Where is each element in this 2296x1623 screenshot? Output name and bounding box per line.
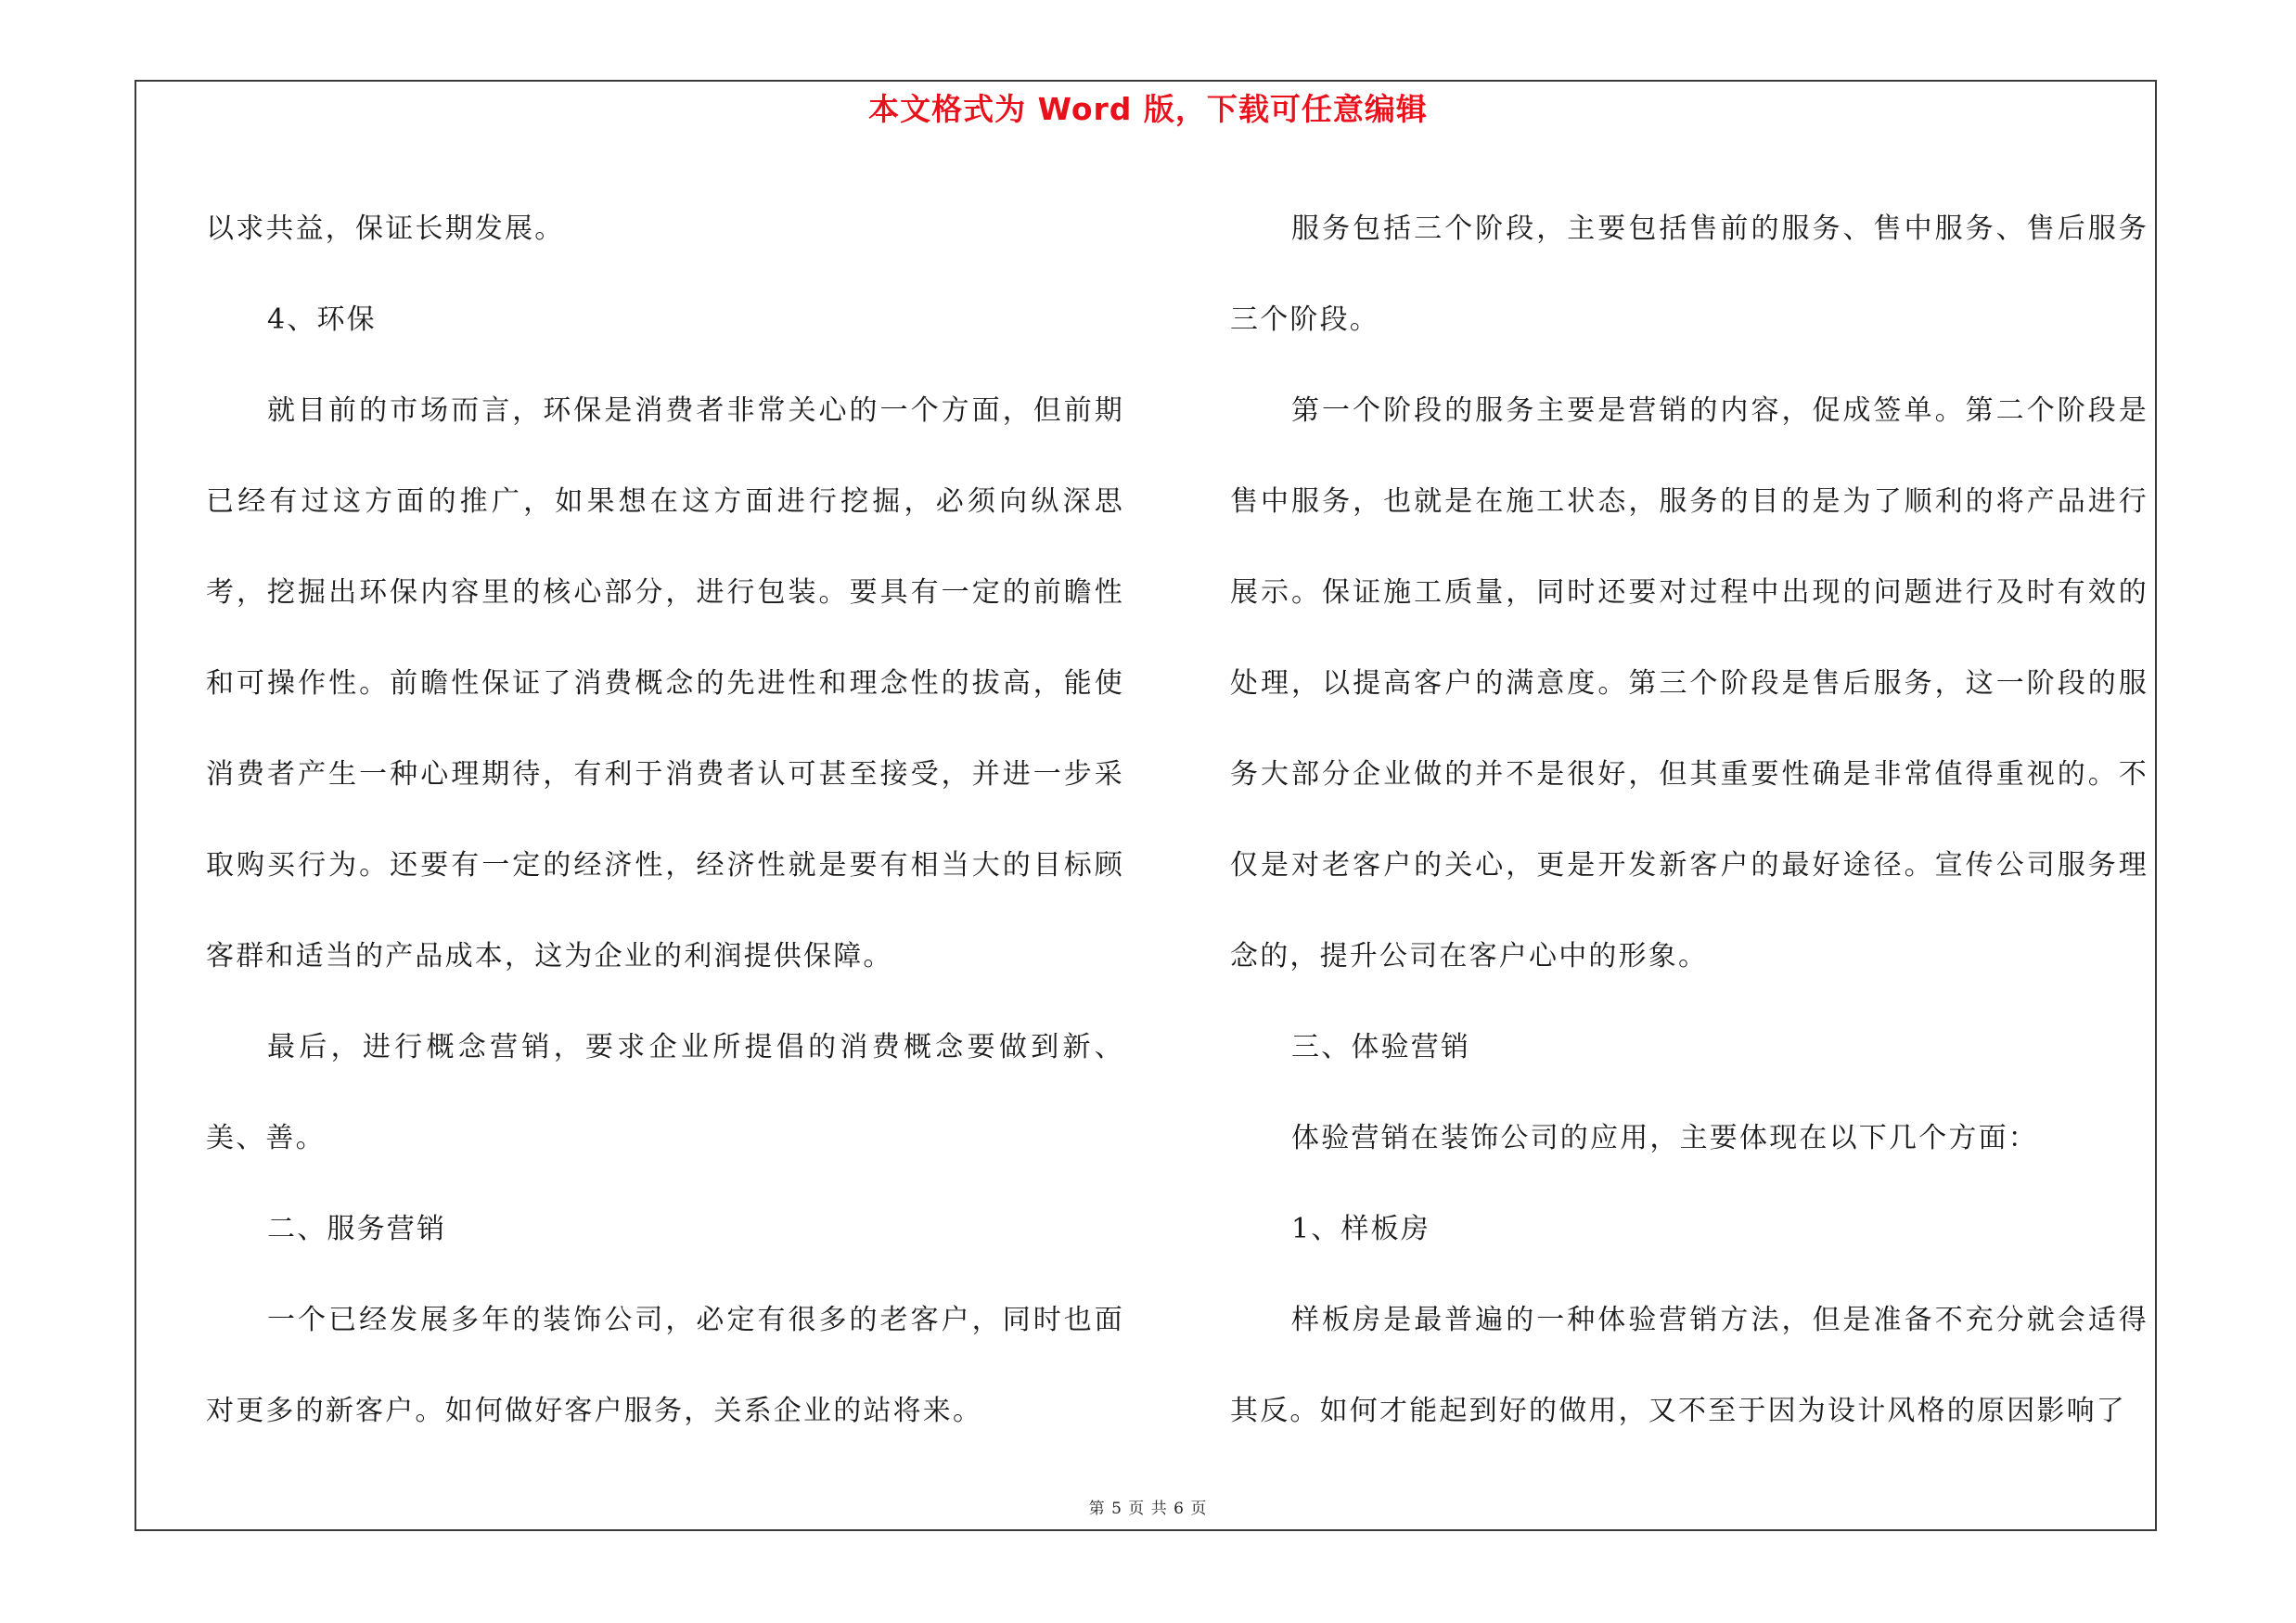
left-column [206,184,1124,1457]
right-paragraph-model-room: 样板房是最普遍的一种体验营销方法，但是准备不充分就会适得其反。如何才能起到好的做用，又不至于因为设计风格的原因影响了 [1230,1304,2148,1427]
page-number-footer: 第 5 页 共 6 页 [1088,1500,1208,1518]
right-heading-experience-marketing: 三、体验营销 [1291,1031,1471,1063]
left-heading-service-marketing: 二、服务营销 [267,1213,447,1245]
left-heading-environment: 4、环保 [267,303,377,336]
right-paragraph-service-stages: 服务包括三个阶段，主要包括售前的服务、售中服务、售后服务三个阶段。 [1230,213,2148,336]
left-paragraph-customers: 一个已经发展多年的装饰公司，必定有很多的老客户，同时也面对更多的新客户。如何做好客户服务，关系企业的站将来。 [206,1304,1124,1427]
left-paragraph-environment: 就目前的市场而言，环保是消费者非常关心的一个方面，但前期已经有过这方面的推广，如果想在这方面进行挖掘，必须向纵深思考，挖掘出环保内容里的核心部分，进行包装。要具有一定的前瞻性和可操作性。前瞻性保证了消费概念的先进性和理念性的拔高，能使消费者产生一种心理期待，有利于消费者认可甚至接受，并进一步采取购买行为。还要有一定的经济性，经济性就是要有相当大的目标顾客群和适当的产品成本，这为企业的利润提供保障。 [206,394,1124,973]
right-paragraph-stage-details: 第一个阶段的服务主要是营销的内容，促成签单。第二个阶段是售中服务，也就是在施工状态，服务的目的是为了顺利的将产品进行展示。保证施工质量，同时还要对过程中出现的问题进行及时有效的处理，以提高客户的满意度。第三个阶段是售后服务，这一阶段的服务大部分企业做的并不是很好，但其重要性确是非常值得重视的。不仅是对老客户的关心，更是开发新客户的最好途径。宣传公司服务理念的，提升公司在客户心中的形象。 [1230,394,2148,973]
right-paragraph-experience-intro: 体验营销在装饰公司的应用，主要体现在以下几个方面： [1291,1122,2038,1154]
right-heading-model-room: 1、样板房 [1291,1213,1431,1245]
right-column [1230,184,2148,1457]
word-format-banner: 本文格式为 Word 版，下载可任意编辑 [868,91,1428,127]
left-paragraph-1: 以求共益，保证长期发展。 [206,213,565,245]
left-paragraph-concept-marketing: 最后，进行概念营销，要求企业所提倡的消费概念要做到新、美、善。 [206,1031,1124,1154]
